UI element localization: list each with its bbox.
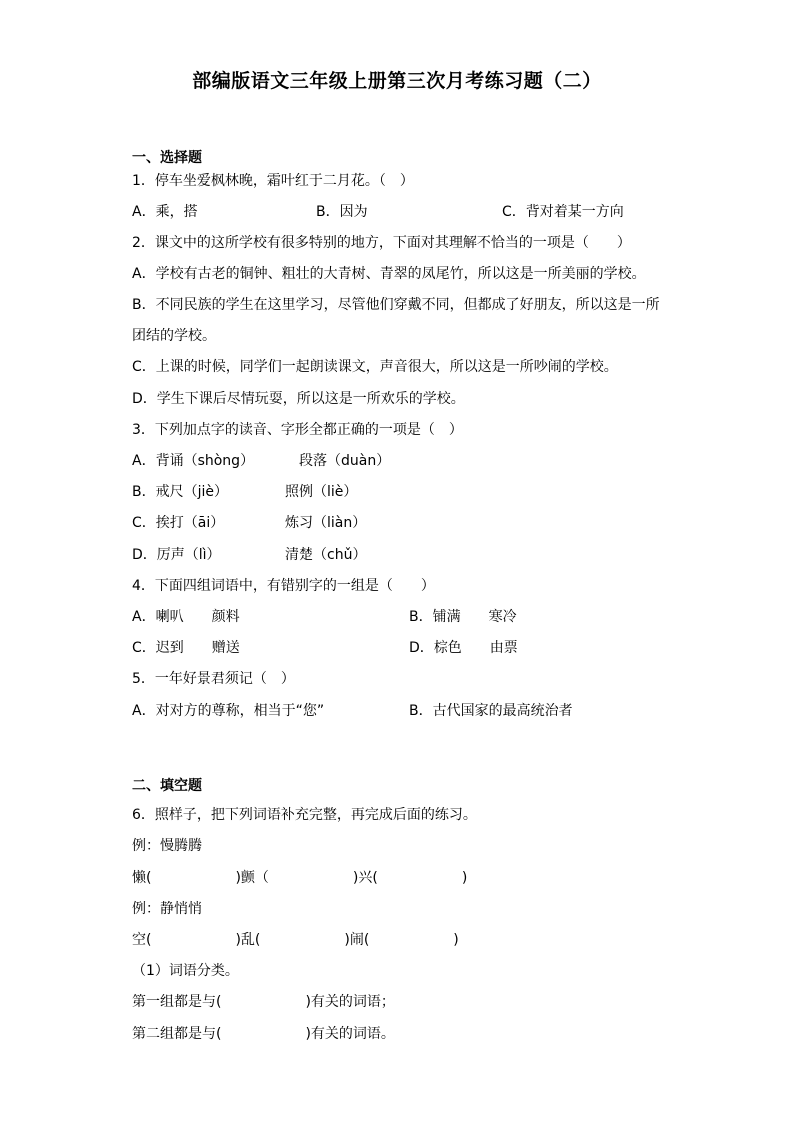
- question-6-blank-row-1: 懒( )颤（ )兴( ): [132, 870, 468, 886]
- question-2-option-c: C．上课的时候，同学们一起朗读课文，声音很大，所以这是一所吵闹的学校。: [132, 359, 618, 375]
- question-6-group-1: 第一组都是与( )有关的词语；: [132, 994, 395, 1010]
- question-3-option-a-word2: 段落（duàn）: [299, 453, 391, 469]
- question-2-option-b-line1: B．不同民族的学生在这里学习，尽管他们穿戴不同，但都成了好朋友，所以这是一所: [132, 297, 660, 313]
- question-2-option-d: D．学生下课后尽情玩耍，所以这是一所欢乐的学校。: [132, 391, 465, 407]
- question-1-option-a: A．乘，搭: [132, 204, 198, 220]
- question-5-option-b: B．古代国家的最高统治者: [409, 703, 573, 719]
- question-2-option-a: A．学校有古老的铜钟、粗壮的大青树、青翠的凤尾竹，所以这是一所美丽的学校。: [132, 266, 646, 282]
- question-6-blank-row-2: 空( )乱( )闹( ): [132, 932, 459, 948]
- section-heading-fill: 二、填空题: [132, 778, 202, 794]
- question-6-subquestion-1: （1）词语分类。: [132, 963, 239, 979]
- question-6-stem: 6．照样子，把下列词语补充完整，再完成后面的练习。: [132, 807, 477, 823]
- question-6-group-2: 第二组都是与( )有关的词语。: [132, 1026, 395, 1042]
- question-1-option-c: C．背对着某一方向: [502, 204, 624, 220]
- question-5-stem: 5．一年好景君须记（ ）: [132, 671, 295, 687]
- question-3-option-c-word2: 炼习（liàn）: [285, 515, 367, 531]
- question-1-option-b: B．因为: [316, 204, 368, 220]
- question-5-option-a: A．对对方的尊称，相当于“您”: [132, 703, 325, 719]
- question-3-option-d-word2: 清楚（chǔ）: [285, 547, 367, 563]
- page-title: 部编版语文三年级上册第三次月考练习题（二）: [192, 70, 602, 92]
- question-2-stem: 2．课文中的这所学校有很多特别的地方，下面对其理解不恰当的一项是（ ）: [132, 235, 631, 251]
- question-4-option-d: D．棕色 由票: [409, 640, 518, 656]
- question-1-stem: 1．停车坐爱枫林晚，霜叶红于二月花。（ ）: [132, 173, 414, 189]
- question-4-option-b: B．铺满 寒冷: [409, 609, 517, 625]
- question-2-option-b-line2: 团结的学校。: [132, 328, 216, 344]
- section-heading-choice: 一、选择题: [132, 150, 202, 166]
- question-3-option-b-word1: B．戒尺（jiè）: [132, 484, 228, 500]
- question-3-option-b-word2: 照例（liè）: [285, 484, 358, 500]
- question-3-option-c-word1: C．挨打（āi）: [132, 515, 225, 531]
- question-6-example-2: 例：静悄悄: [132, 901, 202, 917]
- question-4-option-c: C．迟到 赠送: [132, 640, 240, 656]
- question-3-option-d-word1: D．厉声（lì）: [132, 547, 221, 563]
- question-6-example-1: 例：慢腾腾: [132, 838, 202, 854]
- question-4-stem: 4．下面四组词语中，有错别字的一组是（ ）: [132, 578, 435, 594]
- question-4-option-a: A．喇叭 颜料: [132, 609, 240, 625]
- question-3-option-a-word1: A．背诵（shòng）: [132, 453, 255, 469]
- question-3-stem: 3．下列加点字的读音、字形全都正确的一项是（ ）: [132, 422, 463, 438]
